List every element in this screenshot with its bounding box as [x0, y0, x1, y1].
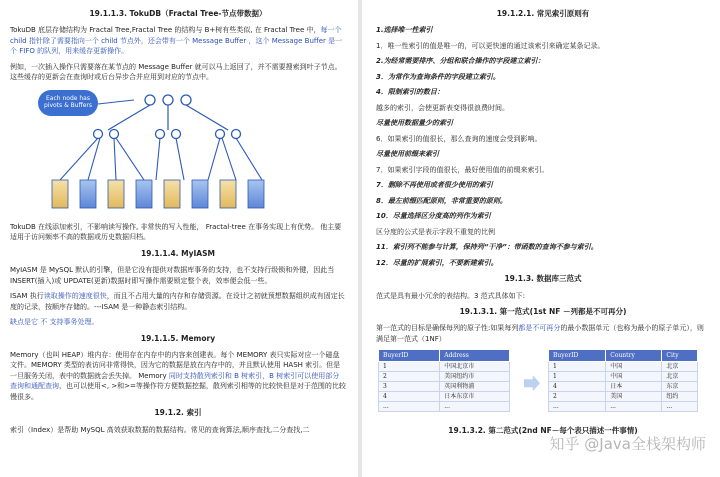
section-heading-tokudb: 19.1.1.3. TokuDB（Fractal Tree-节点带数据）	[89, 9, 267, 18]
table-row: 4 日本 东京	[549, 382, 698, 392]
table-row: 2 美国纽约市	[379, 372, 510, 382]
table-row: ... ...	[379, 402, 510, 412]
1nf-tables	[376, 349, 710, 419]
col-header: Country	[606, 350, 662, 362]
right-page	[362, 0, 720, 477]
table-after	[548, 349, 698, 412]
table-before	[378, 349, 510, 412]
table-row: 3 英国利物浦	[379, 382, 510, 392]
section-heading-index-principles: 19.1.2.1. 常见索引原则有	[496, 9, 590, 18]
watermark: 知乎 @Java全栈架构师	[549, 434, 706, 453]
paragraph-normal-forms: 范式是具有最小冗余的表结构。3 范式具体如下:	[376, 291, 526, 300]
table-row: 1 中国 北京	[549, 372, 698, 382]
principle-item: 2.为经常需要排序、分组和联合操作的字段建立索引：	[376, 57, 545, 66]
section-heading-index: 19.1.2. 索引	[154, 408, 202, 418]
root-node	[145, 95, 191, 105]
principle-item: 区分度的公式是表示字段不重复的比例	[376, 227, 495, 236]
paragraph-myisam-3: 缺点是它 不 支持事务处理。	[10, 318, 99, 326]
table-row: ... ... ...	[549, 402, 698, 412]
principle-item: 12．尽量的扩展索引，不要新建索引。	[376, 258, 498, 267]
paragraph-index: 索引（Index）是帮助 MySQL 高效获取数据的数据结构。常见的查询算法,顺序查找,二分查找,二	[10, 425, 310, 434]
left-page	[0, 0, 358, 477]
paragraph-1nf: 第一范式的目标是确保每列的原子性:如果每列都是不可再分的最小数据单元（也称为最小的原子单元），则满足第一范式（1NF）	[376, 324, 704, 343]
col-header: BuyerID	[379, 350, 440, 362]
section-heading-memory: 19.1.1.5. Memory	[140, 333, 216, 343]
paragraph-myisam-2: ISAM 执行读取操作的速度很快，而且不占用大量的内存和存储资源。在设计之初就预想数据组织成有固定长度的记录，按顺序存储的。---ISAM 是一种静态索引结构。	[10, 292, 345, 311]
principle-item: 7．删除不再使用或者很少使用的索引	[376, 181, 493, 190]
principle-item: 11．索引列不能参与计算，保持列“干净”：带函数的查询不参与索引。	[376, 243, 598, 252]
principle-item: 1．唯一性索引的值是唯一的，可以更快速的通过该索引来确定某条记录。	[376, 41, 605, 50]
callout-bubble: Each node has pivots & Buffers	[38, 90, 98, 116]
section-heading-myisam: 19.1.1.4. MyIASM	[141, 248, 215, 258]
section-heading-1nf: 19.1.3.1. 第一范式(1st NF －列都是不可再分)	[459, 307, 627, 316]
paragraph-memory: Memory（也叫 HEAP）堆内存：使用存在内存中的内容来创建表。每个 MEMORY 表只实际对应一个磁盘文件。MEMORY 类型的表访问非常得快，因为它的数据是放在内存中的，并且默认使用 HASH 索引。但是一旦服务关闭，表中的数据就会丢失掉。 Memory 同时支持散列索引和 B 树索引，B 树索引可以使用部分查询和通配查询，也可以使用<, >和>=等操作符方便数据挖掘，散列索引相等的比较快但是对于范围的比较慢很多。	[10, 350, 346, 401]
paragraph-tokudb-3: TokuDB 在线添加索引，不影响读写操作, 非常快的写入性能， Fractal-tree 在事务实现上有优势。 他主要适用于访问频率不高的数据或历史数据归档。	[10, 222, 342, 242]
col-header: Address	[440, 350, 510, 362]
tree-svg	[38, 88, 268, 216]
principle-item: 1.选择唯一性索引	[376, 26, 433, 35]
principle-item: 4．限制索引的数目：	[376, 88, 444, 97]
principles-list	[376, 25, 710, 268]
fractal-tree-diagram	[38, 88, 268, 216]
table-row: 4 日本东京市	[379, 392, 510, 402]
principle-item: 尽量使用数据量少的索引	[376, 119, 453, 128]
col-header: BuyerID	[549, 350, 606, 362]
principle-item: 尽量使用前缀来索引	[376, 150, 439, 159]
principle-item: 越多的索引，会使更新表变得很浪费时间。	[376, 103, 509, 112]
table-row: 1 中国 北京	[549, 362, 698, 372]
principle-item: 8．最左前缀匹配原则，非常重要的原则。	[376, 196, 507, 205]
leaf-buffers	[52, 180, 264, 208]
principle-item: 10．尽量选择区分度高的列作为索引	[376, 212, 491, 221]
paragraph-tokudb-1: TokuDB 底层存储结构为 Fractal Tree,Fractal Tree 的结构与 B+树有些类似, 在 Fractal Tree 中，每一个 child 指针除了需要指向一个 child 节点外，还会带有一个 Message Buffer ，这个 Message Buffer 是一个 FIFO 的队列，用来缓存更新操作。	[10, 26, 343, 56]
principle-item: 3．为常作为查询条件的字段建立索引。	[376, 72, 500, 81]
principle-item: 7．如果索引字段的值很长，最好使用值的前缀来索引。	[376, 165, 549, 174]
table-row: 1 中国北京市	[379, 362, 510, 372]
principle-item: 6．如果索引的值很长，那么查询的速度会受到影响。	[376, 134, 542, 143]
section-heading-2nf: 19.1.3.2. 第二范式(2nd NF－每个表只描述一件事情)	[448, 426, 638, 436]
paragraph-tokudb-2: 例如，一次插入操作只需要落在某节点的 Message Buffer 就可以马上返回了，并不需要搜索到叶子节点。这些缓存的更新会在查询时或后台异步合并应用到对应的节点中。	[10, 62, 342, 82]
arrow-icon	[524, 375, 540, 391]
paragraph-myisam-1: MyIASM 是 MySQL 默认的引擎，但是它没有提供对数据库事务的支持，也不支持行级锁和外键，因此当 INSERT(插入)或 UPDATE(更新)数据时即写操作需要锁定整个表，效率便会低一些。	[10, 266, 335, 285]
col-header: City	[662, 350, 698, 362]
section-heading-normal-forms: 19.1.3. 数据库三范式	[504, 274, 582, 284]
table-row: 2 美国 纽约	[549, 392, 698, 402]
